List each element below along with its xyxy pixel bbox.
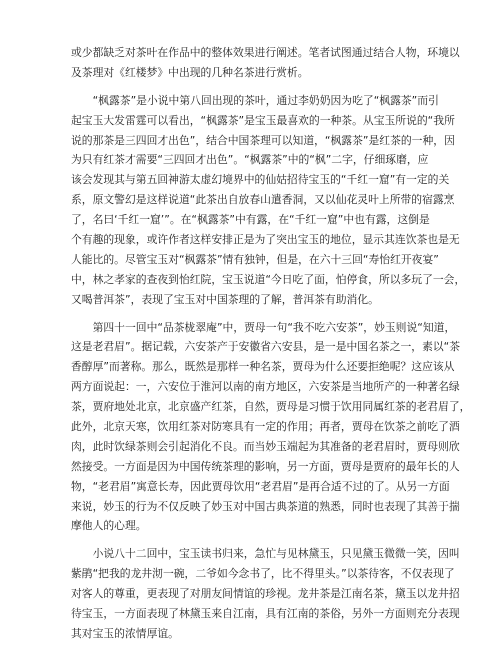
paragraph-laojunmei-tea [71, 318, 471, 537]
text-line: 系，原文警幻是这样说道“此茶出自放春山遣香洞，又以仙花灵叶上所带的宿露烹 [71, 193, 455, 207]
text-line: 第四十一回中“品茶栊翠庵”中，贾母一句“我不吃六安茶”，妙玉则说“知道， [71, 320, 456, 334]
text-line: 及茶理对《红楼梦》中出现的几种名茶进行赏析。 [71, 65, 309, 79]
text-line: 人能比的。尽管宝玉对“枫露茶”情有独钟，但是，在六十三回“寿怡红开夜宴” [71, 252, 439, 266]
text-line: 茶，贾府地处北京，北京盛产红茶，自然，贾母是习惯于饮用同属红茶的老君眉了， [71, 400, 471, 414]
text-line: 两方面说起：一，六安位于淮河以南的南方地区，六安茶是当地所产的一种著名绿 [71, 380, 460, 394]
text-line: 紫鹃“把我的龙井沏一碗，二爷如今念书了，比不得里头。”以茶待客，不仅表现了 [71, 567, 455, 581]
text-line: 摩他人的心理。 [71, 519, 147, 533]
text-line: 说的那茶是三四回才出色”，结合中国茶理可以知道，“枫露茶”是红茶的一种，因 [71, 133, 455, 147]
text-line: 或少都缺乏对茶叶在作品中的整体效果进行阐述。笔者试图通过结合人物，环境以 [71, 46, 460, 59]
text-line: 该会发现其与第五回神游太虚幻境界中的仙姑招待宝玉的“千红一窟”有一定的关 [71, 173, 450, 187]
text-line: 了，名曰‘千红一窟’”。在“枫露茶”中有露，在“千红一窟”中也有露，这倒是 [71, 213, 430, 227]
text-line: 待宝玉，一方面表现了林黛玉来自江南，具有江南的茶俗，另外一方面则充分表现 [71, 607, 460, 621]
text-line: 然接受。一方面是因为中国传统茶理的影响，另一方面，贾母是贾府的最年长的人 [71, 459, 460, 473]
text-line: 个有趣的现象，或许作者这样安排正是为了突出宝玉的地位，显示其连饮茶也是无 [71, 233, 460, 247]
text-line: 小说八十二回中，宝玉读书归来，急忙与见林黛玉，只见黛玉微微一笑，因叫 [71, 547, 460, 561]
text-line: “枫露茶”是小说中第八回出现的茶叶，通过李奶奶因为吃了“枫露茶”而引 [71, 93, 439, 107]
essay-body [71, 43, 471, 644]
text-line: 起宝玉大发雷霆可以看出，“枫露茶”是宝玉最喜欢的一种茶。从宝玉所说的“我所 [71, 113, 455, 127]
text-line: 对客人的尊重，更表现了对朋友间情谊的珍视。龙井茶是江南名茶，黛玉以龙井招 [71, 587, 460, 601]
text-line: 为只有红茶才需要“三四回才出色”。“枫露茶”中的“枫”二字，仔细琢磨，应 [71, 153, 429, 167]
text-line: 其对宝玉的浓情厚谊。 [71, 626, 179, 640]
text-line: 又喝普洱茶”，表现了宝玉对中国茶理的了解，普洱茶有助消化。 [71, 292, 379, 306]
text-line: 香醇厚”而著称。那么，既然是那样一种名茶，贾母为什么还要拒绝呢？这应该从 [71, 360, 455, 374]
text-line: 肉，此时饮绿茶则会引起消化不良。而当妙玉端起为其准备的老君眉时，贾母则欣 [71, 439, 460, 453]
text-line: 中，林之孝家的查夜到怡红院，宝玉说道“今日吃了面，怕停食，所以多玩了一会， [71, 272, 466, 286]
text-line: 来说，妙玉的行为不仅反映了妙玉对中国古典茶道的熟悉，同时也表现了其善于揣 [71, 499, 460, 513]
text-line: 这是老君眉”。据记载，六安茶产于安徽省六安县，是一是中国名茶之一，素以“茶 [71, 340, 461, 354]
paragraph-fenglu-tea [71, 91, 466, 310]
paragraph-intro-end [71, 43, 460, 83]
text-line: 物，“老君眉”寓意长寿，因此贾母饮用“老君眉”是再合适不过的了。从另一方面 [71, 479, 450, 493]
text-line: 此外，北京天寒，饮用红茶对防寒具有一定的作用；再者，贾母在饮茶之前吃了酒 [71, 420, 460, 434]
paragraph-longjing-tea [71, 544, 460, 643]
